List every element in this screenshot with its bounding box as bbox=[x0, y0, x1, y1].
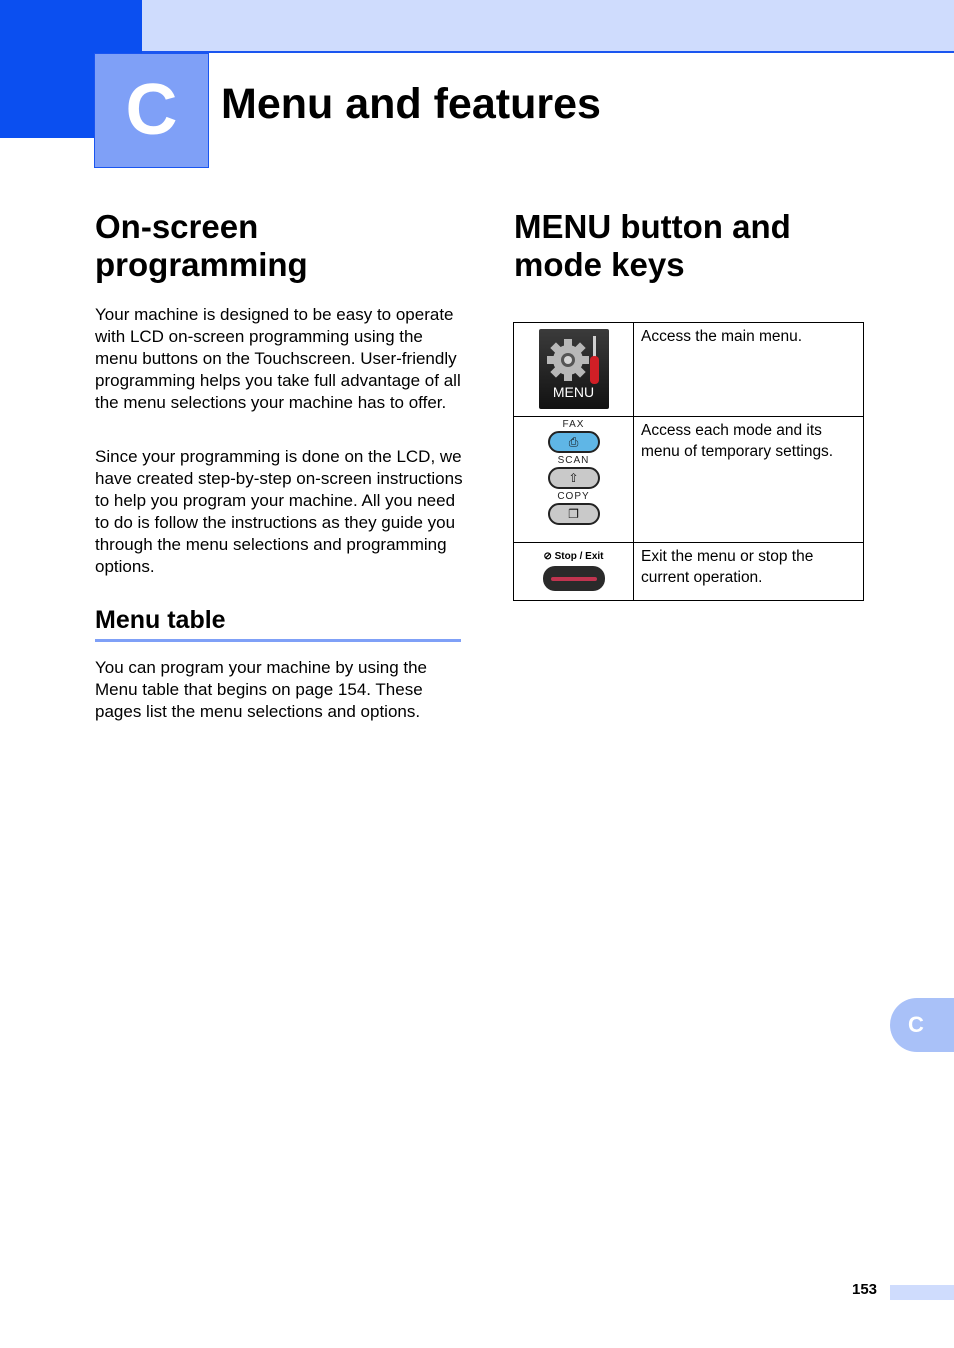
icon-cell bbox=[514, 323, 634, 417]
stop-exit-button-icon bbox=[543, 566, 605, 591]
intro-paragraph: Your machine is designed to be easy to operate with LCD on-screen programming using the menu buttons on the Touchscreen. User-friendly programming helps you take full advantage of all the menu selections your machine has to offer. bbox=[95, 305, 461, 412]
chapter-title: Menu and features bbox=[221, 80, 601, 128]
row-description: Access the main menu. bbox=[634, 323, 864, 417]
copy-button bbox=[548, 503, 600, 525]
fax-button bbox=[548, 431, 600, 453]
row-description: Access each mode and its menu of temporary settings. bbox=[634, 417, 864, 543]
scanner-icon: ⇧ bbox=[568, 471, 579, 485]
fax-key-label: FAX bbox=[562, 419, 585, 430]
fax-key-icon bbox=[514, 419, 633, 453]
copy-key-icon bbox=[514, 491, 633, 525]
row-description: Exit the menu or stop the current operation. bbox=[634, 543, 864, 601]
menu-button-icon bbox=[539, 329, 609, 409]
programming-paragraph: Since your programming is done on the LCD, we have created step-by-step on-screen instructions to help you program your machine. All you need to do is follow the instructions as they guide you through the menu selections and programming options. bbox=[95, 447, 463, 576]
menu-button-label: MENU bbox=[552, 384, 595, 400]
stop-exit-label: ⊘ Stop / Exit bbox=[543, 551, 604, 562]
table-row bbox=[514, 543, 864, 601]
header-band bbox=[142, 0, 954, 53]
gear-screwdriver-icon bbox=[544, 334, 604, 389]
scan-key-label: SCAN bbox=[557, 455, 590, 466]
copy-document-icon: ❐ bbox=[568, 507, 579, 521]
menu-keys-table bbox=[513, 322, 864, 601]
section-heading-on-screen-programming: On-screen programming bbox=[95, 208, 308, 283]
scan-button bbox=[548, 467, 600, 489]
chapter-side-tab: C bbox=[890, 998, 954, 1052]
table-row bbox=[514, 323, 864, 417]
table-row bbox=[514, 417, 864, 543]
fax-machine-icon: ⎙ bbox=[568, 435, 579, 449]
stop-icon: ⊘ bbox=[543, 551, 552, 562]
subheading-menu-table: Menu table bbox=[95, 604, 461, 642]
chapter-letter-box: C bbox=[94, 53, 209, 168]
scan-key-icon bbox=[514, 455, 633, 489]
section-heading-menu-button: MENU button and mode keys bbox=[514, 208, 791, 283]
icon-cell bbox=[514, 543, 634, 601]
icon-cell bbox=[514, 417, 634, 543]
menu-table-paragraph: You can program your machine by using the Menu table that begins on page 154. These pages list the menu selections and options. bbox=[95, 658, 428, 721]
page-number: 153 bbox=[852, 1281, 878, 1298]
copy-key-label: COPY bbox=[557, 491, 590, 502]
stop-indicator-bar bbox=[551, 577, 597, 581]
page-number-bar bbox=[890, 1285, 954, 1300]
